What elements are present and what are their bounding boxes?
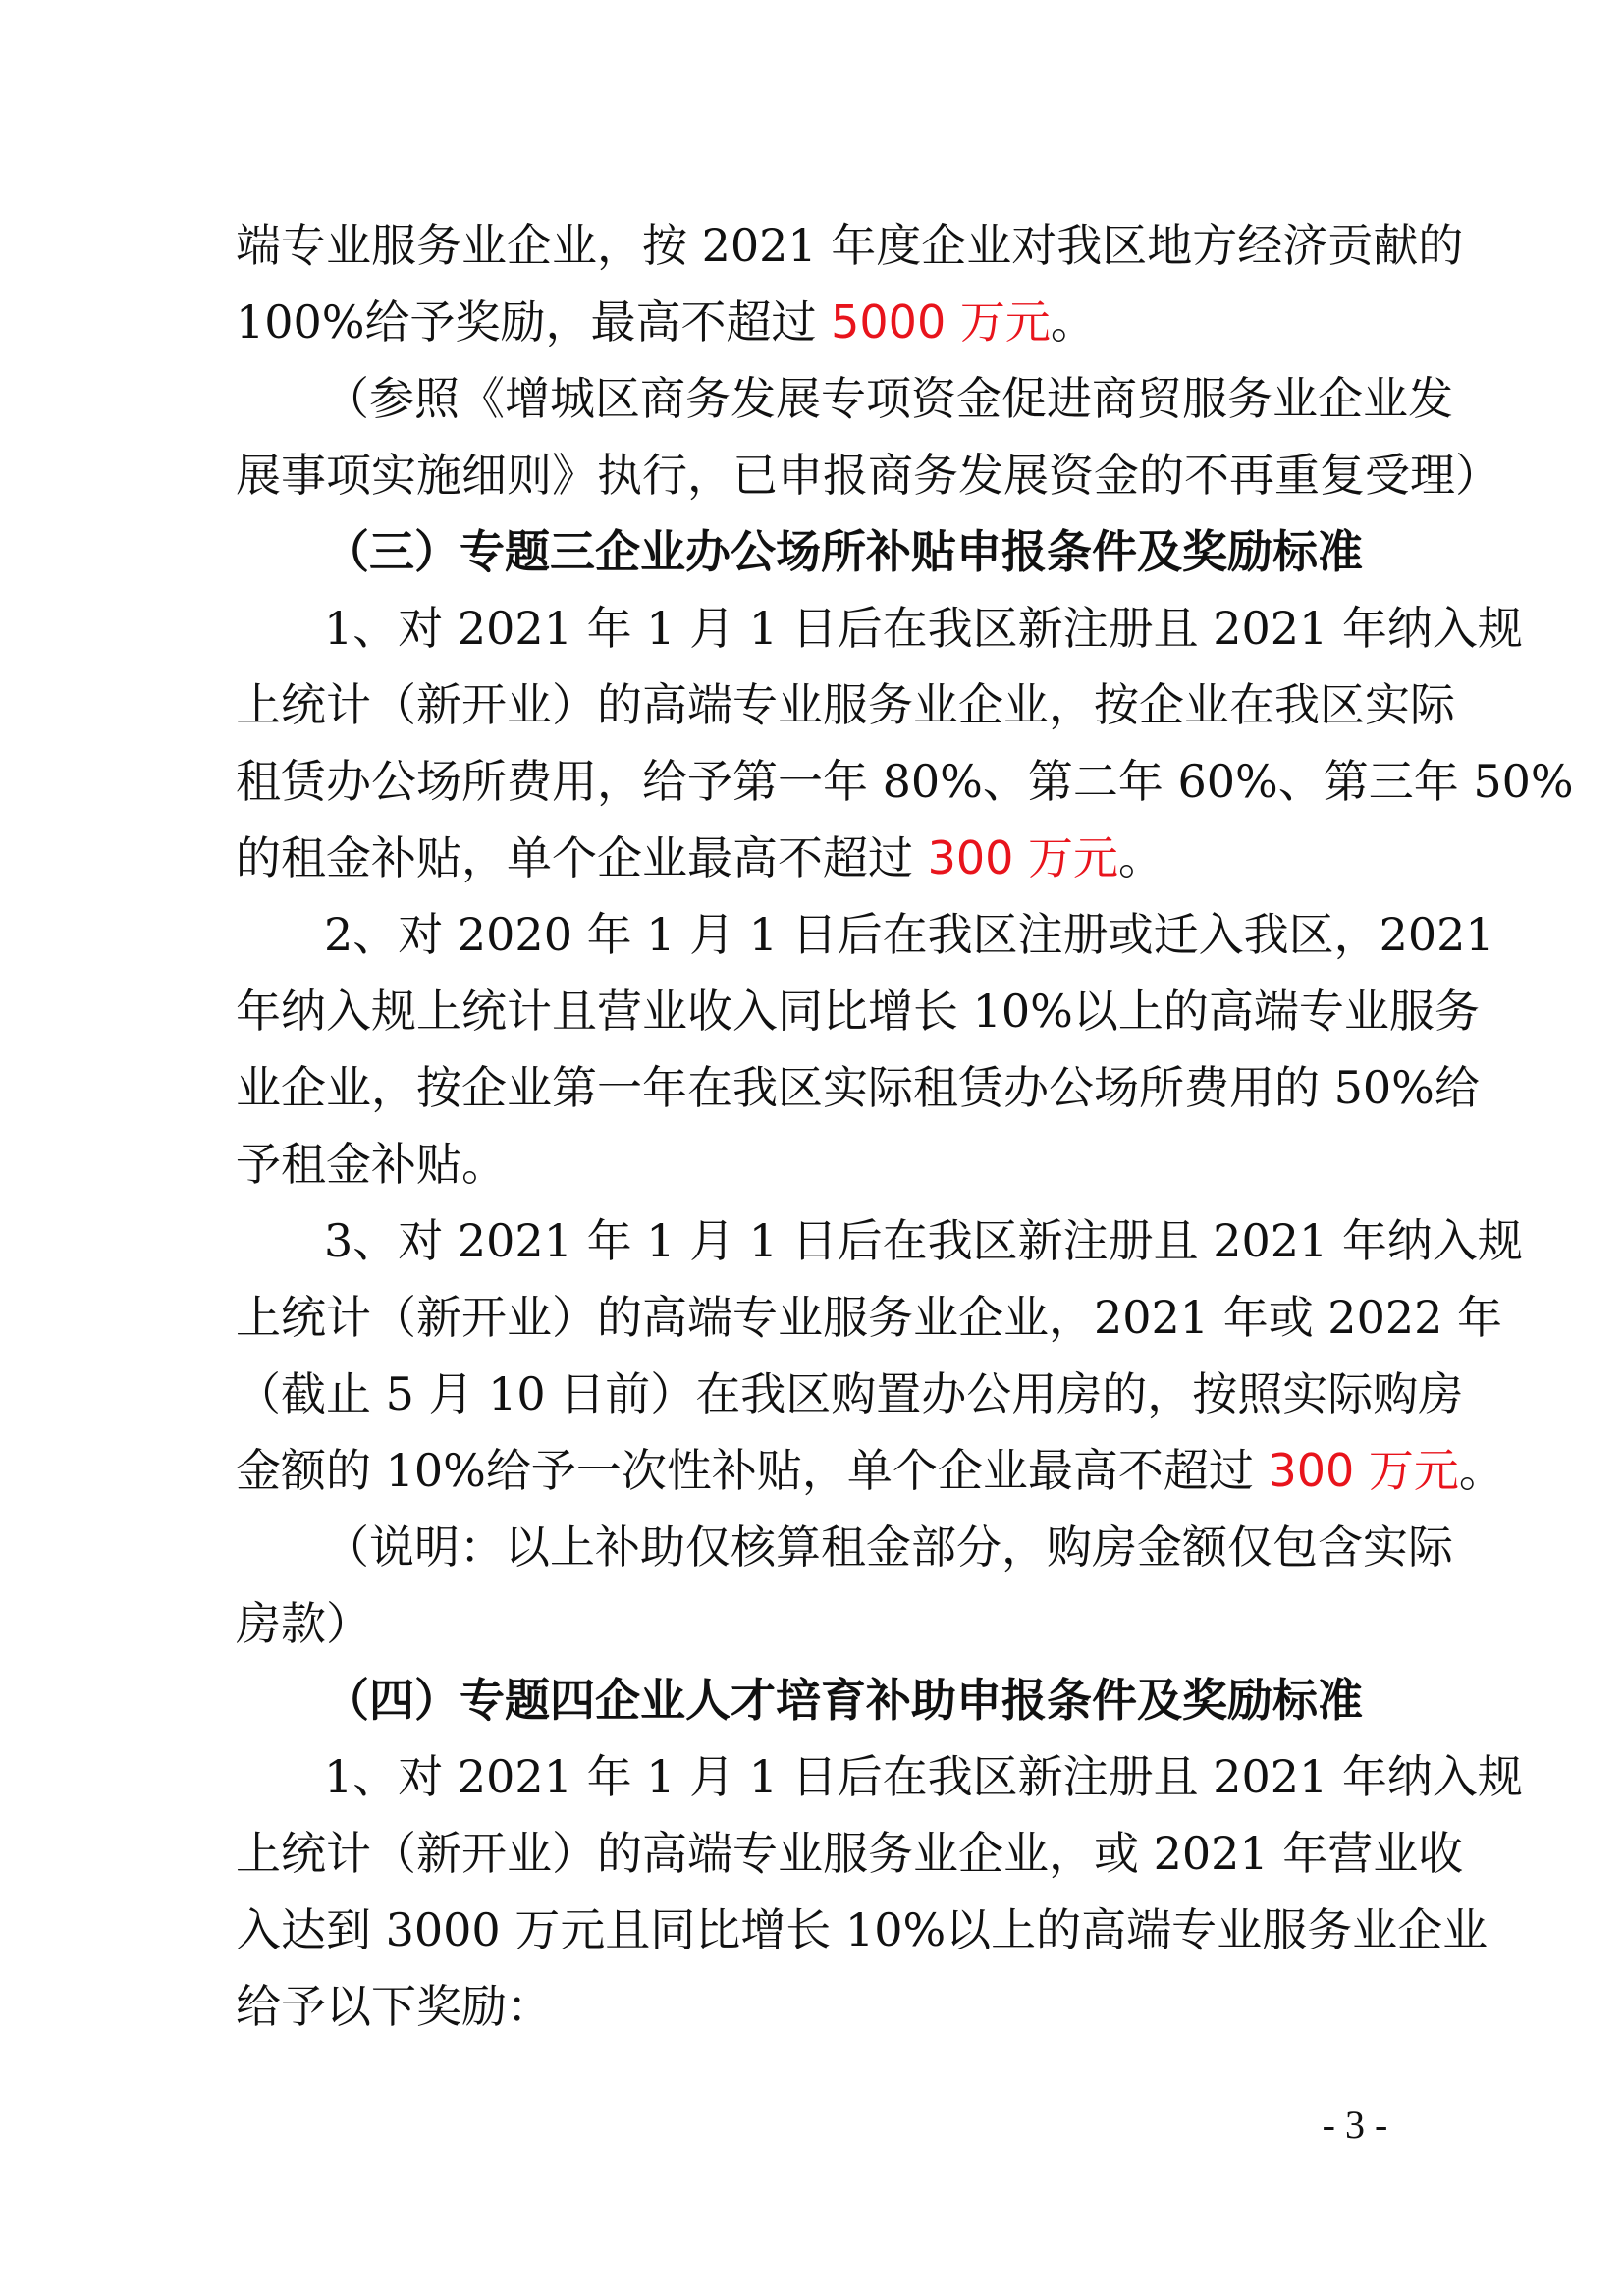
body-text: 。 xyxy=(1050,295,1096,348)
body-line: 予租金补贴。 xyxy=(236,1138,507,1191)
body-line: 1、对 2021 年 1 月 1 日后在我区新注册且 2021 年纳入规 xyxy=(324,602,1523,655)
body-line: 业企业，按企业第一年在我区实际租赁办公场所费用的 50%给 xyxy=(236,1061,1480,1114)
body-line xyxy=(236,1431,1504,1510)
body-text: 金额的 10%给予一次性补贴，单个企业最高不超过 xyxy=(236,1444,1269,1497)
highlighted-amount: 300 万元 xyxy=(1268,1444,1459,1497)
body-line: 给予以下奖励： xyxy=(236,1980,552,2033)
body-line: 上统计（新开业）的高端专业服务业企业，或 2021 年营业收 xyxy=(236,1827,1464,1880)
body-line: （截止 5 月 10 日前）在我区购置办公用房的，按照实际购房 xyxy=(236,1367,1464,1420)
body-text: 100%给予奖励，最高不超过 xyxy=(236,295,832,348)
body-line: （说明：以上补助仅核算租金部分，购房金额仅包含实际 xyxy=(324,1521,1453,1574)
body-line: 1、对 2021 年 1 月 1 日后在我区新注册且 2021 年纳入规 xyxy=(324,1750,1523,1803)
body-line: 房款） xyxy=(236,1597,371,1650)
body-line: （参照《增城区商务发展专项资金促进商贸服务业企业发 xyxy=(324,372,1453,425)
body-text: 。 xyxy=(1118,831,1164,884)
body-line: 3、对 2021 年 1 月 1 日后在我区新注册且 2021 年纳入规 xyxy=(324,1214,1523,1267)
body-line: 展事项实施细则》执行，已申报商务发展资金的不再重复受理） xyxy=(236,449,1500,502)
body-line: 上统计（新开业）的高端专业服务业企业，按企业在我区实际 xyxy=(236,678,1455,731)
body-line: 年纳入规上统计且营业收入同比增长 10%以上的高端专业服务 xyxy=(236,985,1480,1038)
body-line xyxy=(236,819,1404,897)
section-heading: （三）专题三企业办公场所补贴申报条件及奖励标准 xyxy=(324,525,1363,578)
body-line xyxy=(236,283,1404,361)
body-line: 端专业服务业企业，按 2021 年度企业对我区地方经济贡献的 xyxy=(236,219,1464,272)
body-line: 上统计（新开业）的高端专业服务业企业，2021 年或 2022 年 xyxy=(236,1291,1502,1344)
page-number: - 3 - xyxy=(1322,2103,1388,2147)
section-heading: （四）专题四企业人才培育补助申报条件及奖励标准 xyxy=(324,1674,1363,1727)
body-text: 的租金补贴，单个企业最高不超过 xyxy=(236,831,928,884)
body-line: 2、对 2020 年 1 月 1 日后在我区注册或迁入我区，2021 xyxy=(324,908,1494,961)
body-text: 。 xyxy=(1458,1444,1504,1497)
body-line: 入达到 3000 万元且同比增长 10%以上的高端专业服务业企业 xyxy=(236,1903,1489,1956)
body-line: 租赁办公场所费用，给予第一年 80%、第二年 60%、第三年 50% xyxy=(236,755,1574,808)
highlighted-amount: 300 万元 xyxy=(927,831,1119,884)
highlighted-amount: 5000 万元 xyxy=(831,295,1051,348)
